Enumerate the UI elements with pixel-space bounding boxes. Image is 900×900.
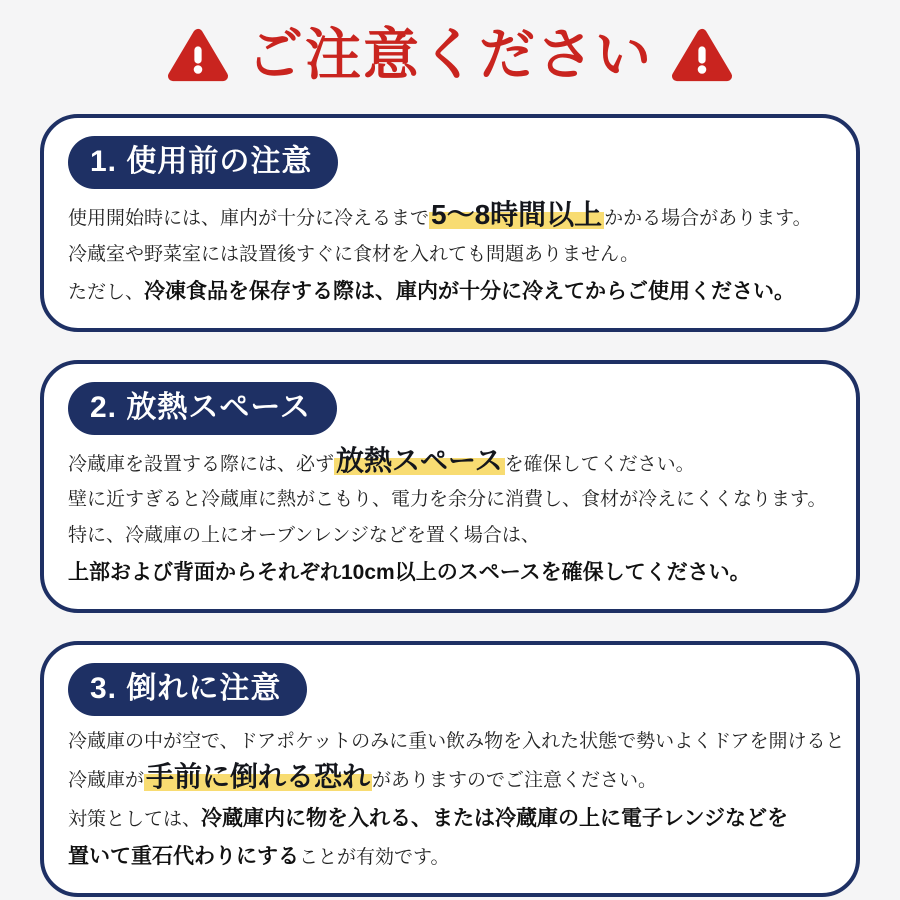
section-body — [68, 728, 845, 873]
text-segment: がありますのでご注意ください。 — [372, 770, 658, 791]
text-segment: 使用開始時には、庫内が十分に冷えるまで — [68, 208, 430, 229]
text-line — [68, 728, 845, 757]
section-heading-badge — [68, 382, 337, 435]
text-line — [68, 841, 832, 873]
text-segment: 冷蔵室や野菜室には設置後すぐに食材を入れても問題ありません。 — [68, 243, 640, 265]
text-line — [68, 486, 832, 515]
section-before-use — [40, 114, 860, 332]
section-body — [68, 201, 832, 308]
page-title — [0, 0, 900, 86]
bold-text-segment: 冷蔵庫内に物を入れる、または冷蔵庫の上に電子レンジなどを — [201, 806, 788, 830]
highlighted-text: 5〜8時間以上 — [431, 199, 603, 230]
text-line — [68, 444, 832, 480]
text-line — [68, 557, 832, 589]
section-heading-text: 2. 放熱スペース — [90, 390, 311, 424]
text-segment: を確保してください。 — [504, 453, 695, 475]
text-segment: ことが有効です。 — [299, 847, 450, 868]
text-segment: かかる場合があります。 — [604, 208, 812, 229]
text-line — [68, 763, 832, 796]
bold-text-segment: 上部および背面からそれぞれ10cm以上のスペースを確保してください。 — [68, 561, 751, 584]
section-heading-text: 3. 倒れに注意 — [90, 671, 282, 705]
text-segment: 対策としては、 — [68, 808, 202, 830]
text-segment: 特に、冷蔵庫の上にオーブンレンジなどを置く場合は、 — [68, 524, 540, 546]
section-body — [68, 444, 832, 589]
warning-triangle-icon — [669, 24, 735, 86]
text-line — [68, 803, 832, 835]
text-segment: 冷蔵庫が — [68, 770, 145, 791]
text-segment: 冷蔵庫を設置する際には、必ず — [68, 453, 335, 475]
section-tipping-warning — [40, 641, 860, 897]
highlighted-text: 手前に倒れる恐れ — [146, 761, 371, 792]
text-line — [68, 276, 832, 308]
text-line — [68, 241, 832, 270]
bold-text-segment: 冷凍食品を保存する際は、庫内が十分に冷えてからご使用ください。 — [144, 280, 796, 303]
section-heading-badge — [68, 136, 338, 189]
section-heading-badge — [68, 663, 307, 716]
bold-text-segment: 置いて重石代わりにする — [68, 845, 299, 868]
text-segment: ただし、 — [68, 282, 145, 303]
text-segment: 壁に近すぎると冷蔵庫に熱がこもり、電力を余分に消費し、食材が冷えにくくなります。 — [68, 489, 827, 510]
warning-triangle-icon — [165, 24, 231, 86]
text-segment: 冷蔵庫の中が空で、ドアポケットのみに重い飲み物を入れた状態で勢いよくドアを開けると — [68, 730, 845, 752]
text-line — [68, 522, 832, 551]
text-line — [68, 201, 832, 234]
page-title-text: ご注意ください — [247, 23, 653, 87]
section-heat-clearance — [40, 360, 860, 613]
highlighted-text: 放熱スペース — [336, 444, 503, 476]
section-heading-text: 1. 使用前の注意 — [90, 145, 313, 178]
